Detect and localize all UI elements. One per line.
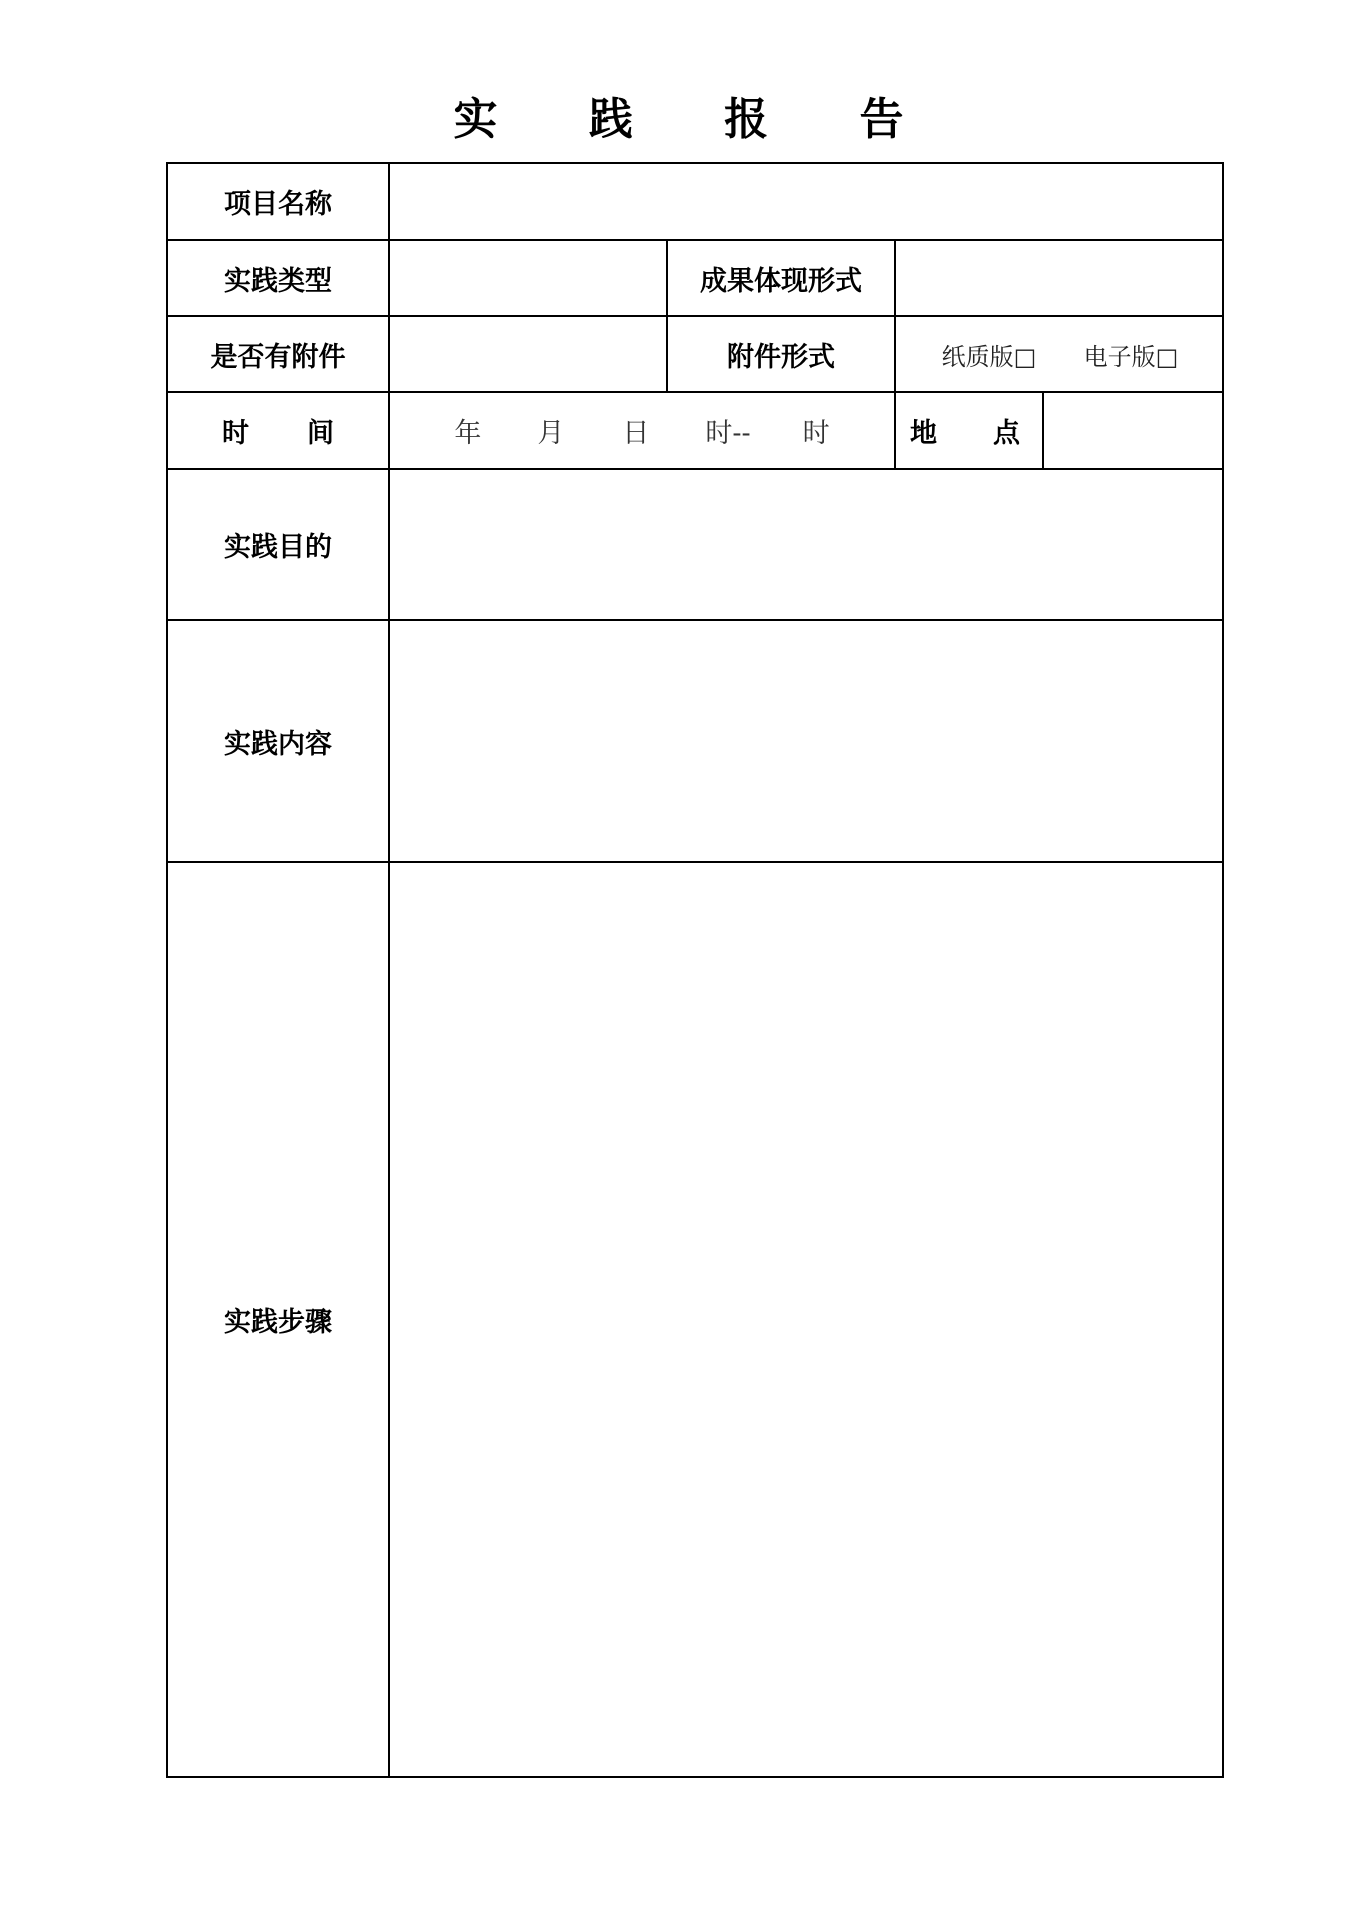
year-unit: 年 (454, 418, 482, 449)
location-label-char-2: 点 (993, 418, 1020, 449)
attachment-form-label-cell (668, 317, 894, 391)
location-label-char-1: 地 (910, 418, 937, 449)
project-name-field[interactable] (390, 164, 1224, 239)
purpose-label: 实践目的 (224, 532, 332, 563)
result-form-label-cell (668, 241, 894, 315)
row-purpose (168, 470, 1222, 621)
row-project-name (168, 164, 1222, 241)
practice-type-label: 实践类型 (224, 265, 332, 297)
content-label-cell (168, 621, 388, 861)
content-label: 实践内容 (224, 728, 332, 760)
page-title: 实 践 报 告 (453, 94, 942, 145)
electronic-version-checkbox[interactable]: 电子版□ (1083, 342, 1179, 371)
steps-field[interactable] (390, 863, 1224, 1776)
project-name-label-cell (168, 164, 388, 239)
time-label-cell (168, 393, 388, 468)
row-attachment (168, 317, 1222, 393)
location-field[interactable] (1044, 393, 1224, 468)
month-unit: 月 (537, 418, 565, 449)
row-content (168, 621, 1222, 863)
time-label-char-1: 时 (222, 418, 249, 449)
steps-label-cell (168, 863, 388, 1776)
row-steps (168, 863, 1222, 1776)
row-practice-type (168, 241, 1222, 317)
purpose-field[interactable] (390, 470, 1224, 619)
has-attachment-label: 是否有附件 (210, 341, 346, 373)
paper-version-checkbox[interactable]: 纸质版□ (941, 342, 1037, 371)
hour-from-unit: 时-- (705, 418, 751, 449)
time-field[interactable] (390, 393, 894, 468)
report-form (166, 162, 1224, 1778)
result-form-field[interactable] (896, 241, 1224, 315)
day-unit: 日 (622, 418, 650, 449)
purpose-label-cell (168, 470, 388, 619)
result-form-label: 成果体现形式 (700, 265, 862, 297)
has-attachment-label-cell (168, 317, 388, 391)
attachment-form-options (896, 317, 1224, 391)
steps-label: 实践步骤 (224, 1307, 332, 1338)
time-label-char-2: 间 (307, 418, 334, 449)
hour-to-unit: 时 (802, 418, 830, 449)
attachment-form-label: 附件形式 (727, 341, 835, 373)
project-name-label: 项目名称 (224, 189, 332, 220)
location-label-cell (896, 393, 1042, 468)
has-attachment-field[interactable] (390, 317, 666, 391)
content-field[interactable] (390, 621, 1224, 861)
row-time-location (168, 393, 1222, 470)
practice-type-label-cell (168, 241, 388, 315)
practice-type-field[interactable] (390, 241, 666, 315)
